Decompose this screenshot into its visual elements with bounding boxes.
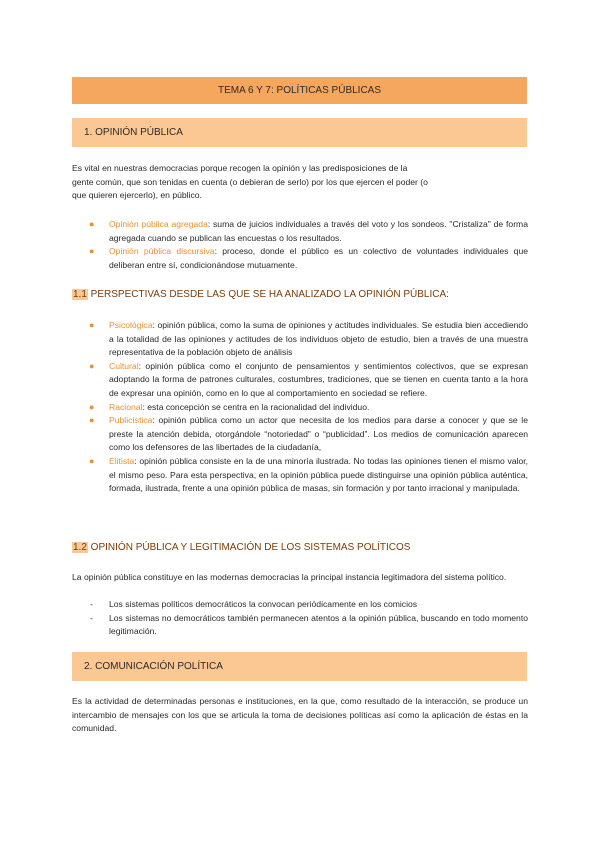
list-item: [72, 612, 528, 639]
subsection-title: OPINIÓN PÚBLICA Y LEGITIMACIÓN DE LOS SISTEMAS POLÍTICOS: [87, 542, 411, 553]
subsection-number: 1.1: [73, 289, 87, 300]
bullet-icon: ●: [89, 219, 95, 229]
bullet-term: Opinión pública discursiva: [109, 246, 215, 257]
list-item: [72, 414, 528, 455]
bullet-text: : opinión pública como un actor que necesita de los medios para darse a conocer y que se le preste la atención debida, otorgándole “notoriedad” o “publicidad”. Los medios de comunicación aparecen como los defensores de las libertades de la ciudadanía,: [109, 415, 528, 453]
legitimacion-intro: La opinión pública constituye en las modernas democracias la principal instancia legitimadora del sistema político.: [72, 572, 507, 582]
bullet-icon: ●: [89, 415, 95, 426]
list-item: [72, 401, 528, 415]
subsection-heading-legitimacion: [72, 540, 410, 556]
bullet-icon: ●: [89, 401, 95, 412]
section1-bullet-list: [72, 218, 528, 272]
bullet-icon: ●: [89, 455, 95, 466]
bullet-text: : proceso, donde el público es un colectivo de voluntades individuales que deliberan entre sí, condicionándose mutuamente.: [109, 246, 528, 270]
bullet-icon: ●: [89, 360, 95, 371]
intro-line: que quieren ejercerlo), en público.: [72, 190, 202, 201]
bullet-term: Racional: [109, 401, 143, 412]
dash-mark: -: [90, 599, 93, 609]
subsection-number: 1.2: [73, 542, 87, 553]
intro-line: Es vital en nuestras democracias porque recogen la opinión y las predisposiciones de la: [72, 163, 408, 173]
dash-mark: -: [90, 612, 93, 623]
bullet-text: : suma de juicios individuales a través del voto y los sondeos. "Cristaliza" de forma agregada cuando se publican las encuestas o los resultados.: [109, 219, 528, 243]
bullet-text: : opinión pública como el conjunto de pensamientos y sentimientos colectivos, que se expresan adoptando la forma de patrones culturales, costumbres, tradiciones, que se tienen en cuenta tanto a la hora de expresar una opinión, como en lo que al comportamiento en sociedad se refiere.: [109, 360, 528, 398]
list-item: [72, 245, 528, 272]
legitimacion-dash-list: [72, 598, 528, 639]
bullet-text: : esta concepción se centra en la racionalidad del individuo.: [142, 401, 370, 412]
section-heading-opinion-publica: 1. OPINIÓN PÚBLICA: [72, 118, 527, 147]
dash-text: Los sistemas políticos democráticos la convocan periódicamente en los comicios: [109, 599, 418, 609]
list-item: [72, 598, 528, 612]
section-heading-comunicacion-politica: 2. COMUNICACIÓN POLÍTICA: [72, 652, 527, 681]
intro-line: gente común, que son tenidas en cuenta (o debieran de serlo) por los que ejercen el poder (o: [72, 176, 428, 187]
bullet-term: Publicística: [109, 415, 153, 426]
bullet-text: : opinión pública consiste en la de una minoría ilustrada. No todas las opiniones tienen el mismo valor, el mismo peso. Para esta perspectiva, en la opinión pública puede distinguirse una opinión pública auténtica, formada, ilustrada, frente a una opinión pública de masas, sin formación y por tanto irracional y manipulada.: [109, 455, 528, 494]
list-item: [72, 218, 528, 245]
list-item: [72, 360, 528, 401]
bullet-term: Psicológica: [109, 320, 153, 330]
bullet-icon: ●: [89, 320, 95, 330]
bullet-term: Opinión pública agregada: [109, 219, 208, 229]
subsection-heading-perspectivas: [72, 287, 449, 303]
bullet-icon: ●: [89, 246, 95, 257]
subsection-title: PERSPECTIVAS DESDE LAS QUE SE HA ANALIZADO LA OPINIÓN PÚBLICA:: [87, 289, 449, 300]
list-item: [72, 319, 528, 360]
bullet-text: : opinión pública, como la suma de opiniones y actitudes individuales. Se estudia bien accediendo a la totalidad de las opiniones y actitudes de los individuos objeto de estudio, bien a través de una muestra representativa de la población objeto de análisis: [109, 320, 528, 358]
section1-intro: [72, 162, 528, 203]
bullet-term: Cultural: [109, 360, 139, 371]
perspectives-bullet-list: [72, 319, 528, 496]
document-title: TEMA 6 Y 7: POLÍTICAS PÚBLICAS: [72, 77, 527, 104]
list-item: [72, 455, 528, 496]
dash-text: Los sistemas no democráticos también permanecen atentos a la opinión pública, buscando en todo momento legitimación.: [109, 612, 528, 637]
section2-intro: Es la actividad de determinadas personas e instituciones, en la que, como resultado de la interacción, se produce un intercambio de mensajes con los que se articula la toma de decisiones políticas así como la aplicación de éstas en la comunidad.: [72, 696, 528, 734]
bullet-term: Elitista: [109, 455, 135, 466]
